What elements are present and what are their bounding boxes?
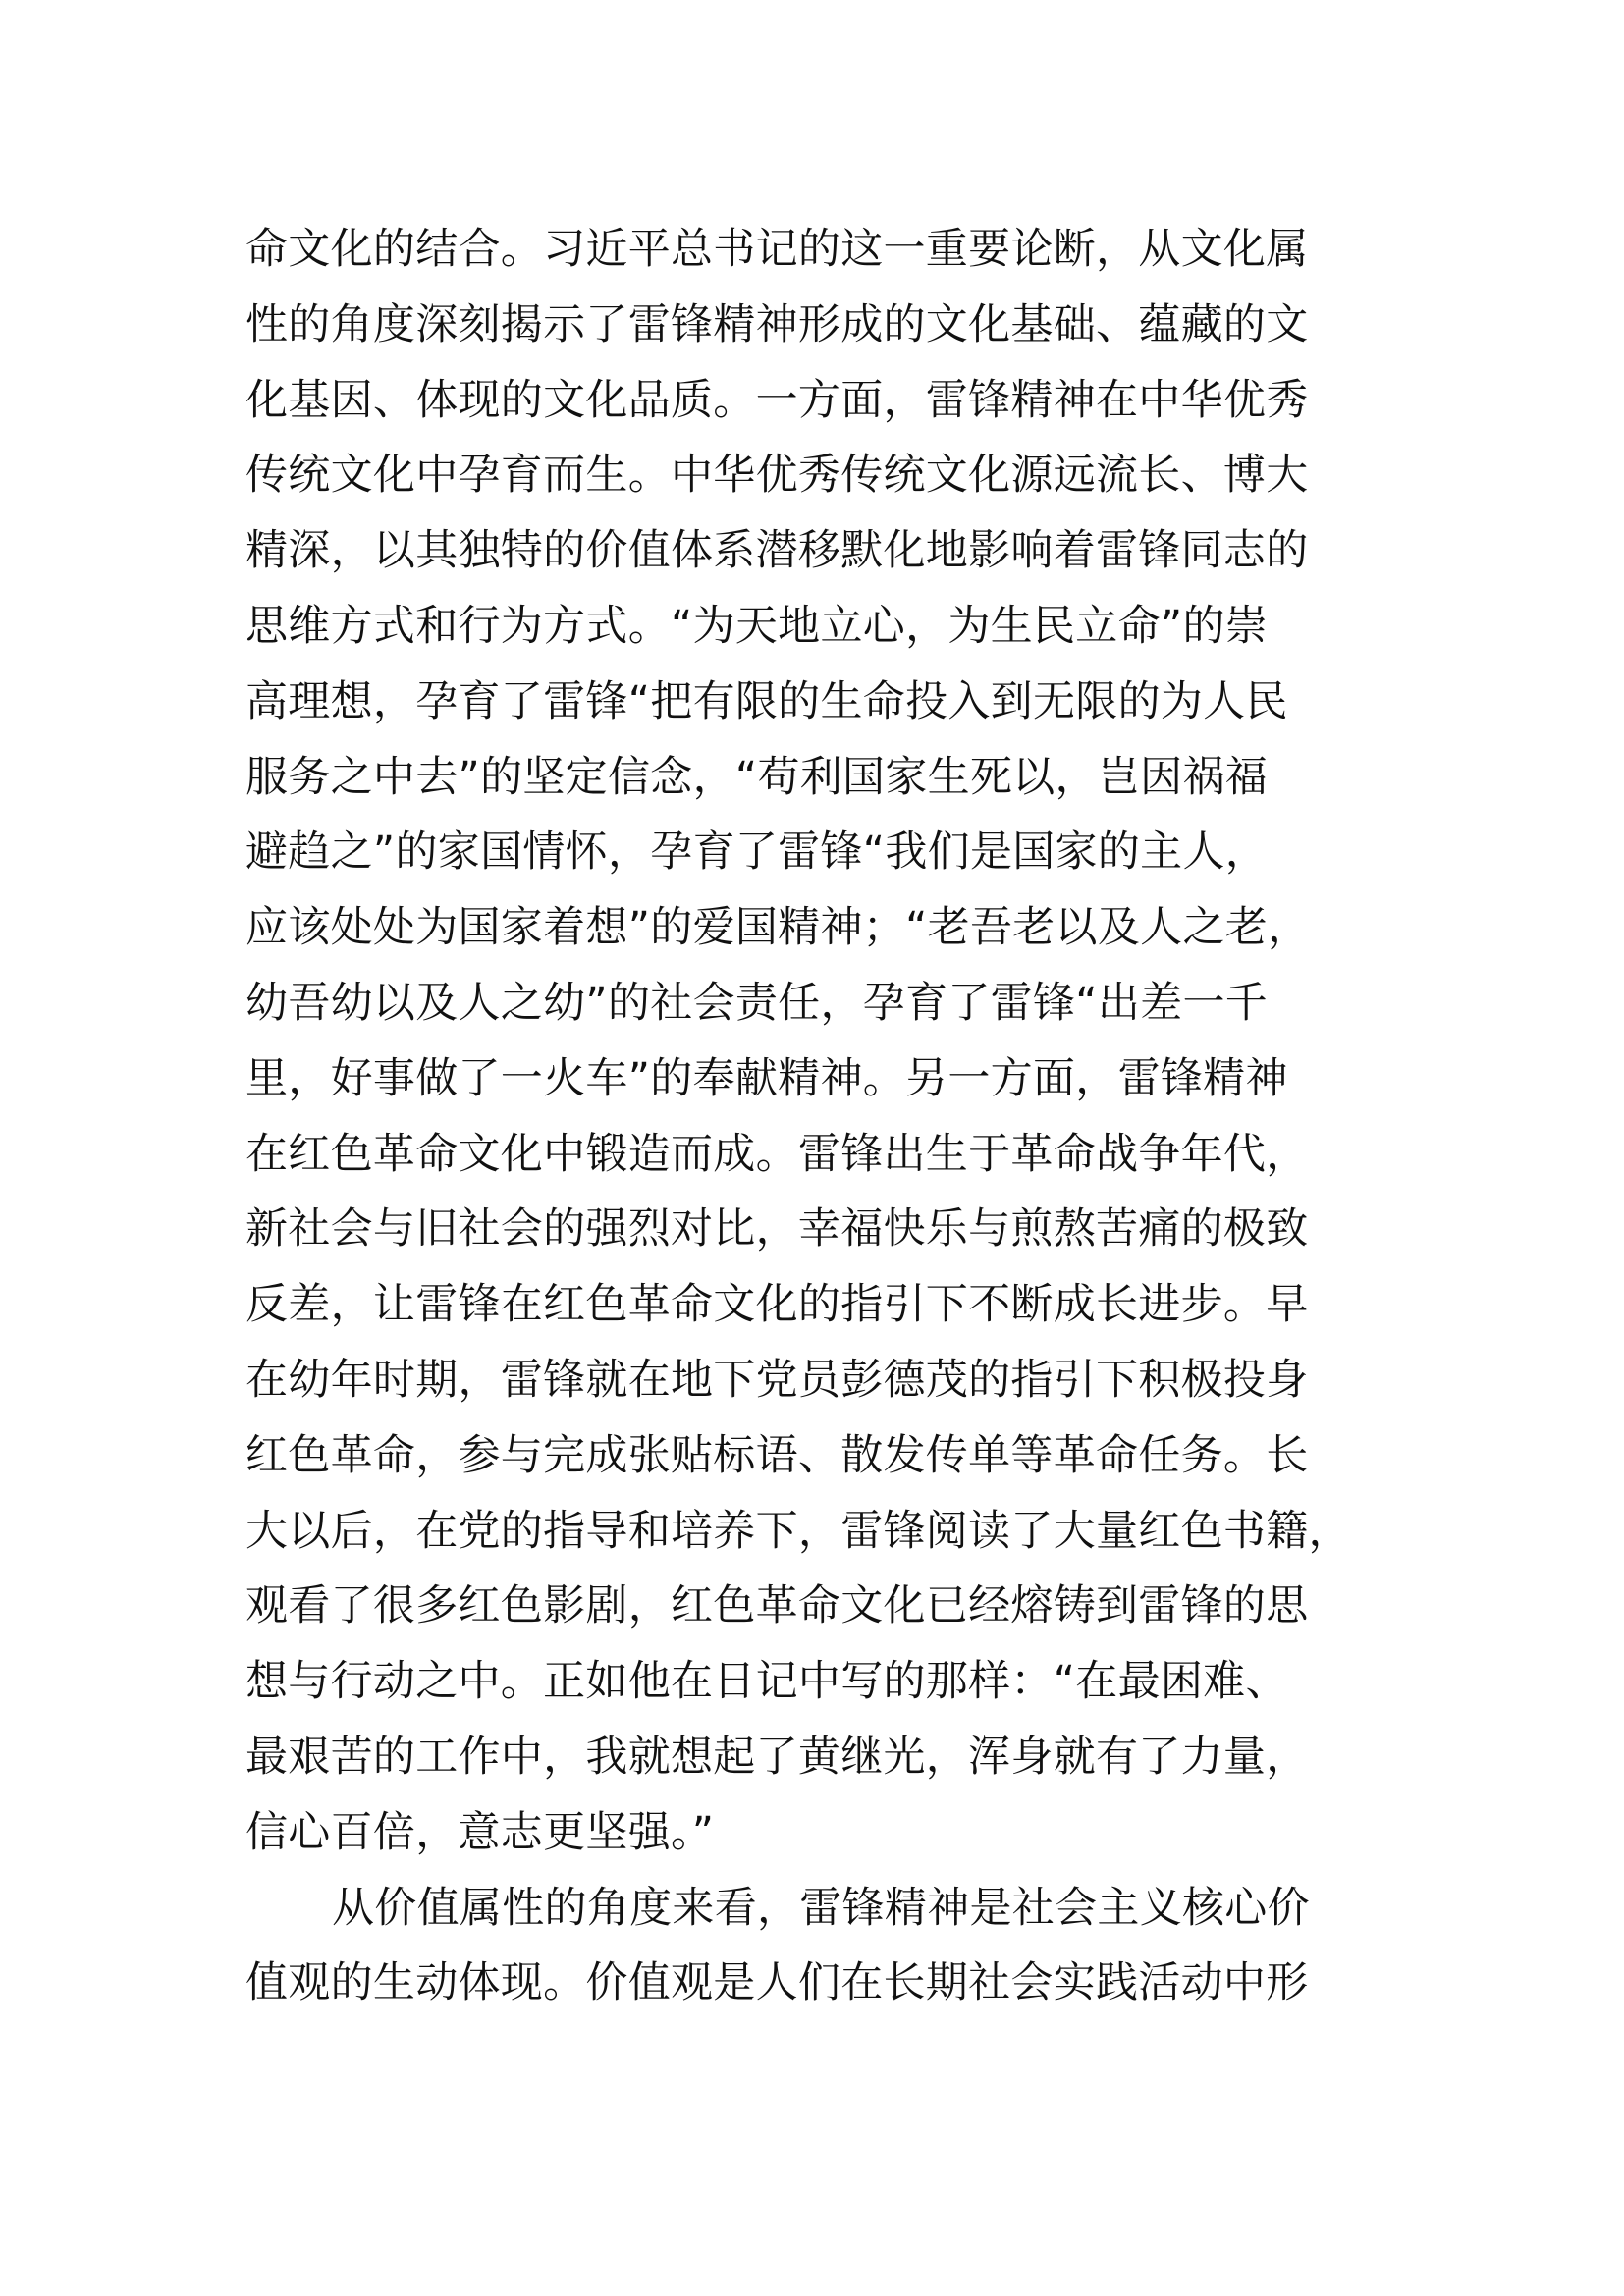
- text-line-20: 想与行动之中。正如他在日记中写的那样：“在最困难、: [245, 1657, 1288, 1707]
- text-line-15: 反差，让雷锋在红色革命文化的指引下不断成长进步。早: [245, 1280, 1309, 1330]
- text-line-22: 信心百倍，意志更坚强。”: [245, 1807, 715, 1857]
- body-text: [245, 212, 1355, 2021]
- text-line-14: 新社会与旧社会的强烈对比，幸福快乐与煎熬苦痛的极致: [245, 1204, 1309, 1255]
- text-line-5: 精深，以其独特的价值体系潜移默化地影响着雷锋同志的: [245, 526, 1309, 576]
- text-line-8: 服务之中去”的坚定信念，“苟利国家生死以，岂因祸福: [245, 752, 1269, 802]
- text-line-16: 在幼年时期，雷锋就在地下党员彭德茂的指引下积极投身: [245, 1355, 1309, 1405]
- text-line-1: 命文化的结合。习近平总书记的这一重要论断，从文化属: [245, 225, 1309, 274]
- text-line-13: 在红色革命文化中锻造而成。雷锋出生于革命战争年代，: [245, 1129, 1309, 1179]
- text-line-6: 思维方式和行为方式。“为天地立心，为生民立命”的崇: [245, 601, 1269, 651]
- text-line-24: 值观的生动体现。价值观是人们在长期社会实践活动中形: [245, 1958, 1309, 2008]
- text-line-21: 最艰苦的工作中，我就想起了黄继光，浑身就有了力量，: [245, 1732, 1309, 1782]
- text-line-7: 高理想，孕育了雷锋“把有限的生命投入到无限的为人民: [245, 676, 1288, 726]
- text-line-4: 传统文化中孕育而生。中华优秀传统文化源远流长、博大: [245, 451, 1309, 501]
- text-line-17: 红色革命，参与完成张贴标语、散发传单等革命任务。长: [245, 1430, 1309, 1480]
- text-line-23: 从价值属性的角度来看，雷锋精神是社会主义核心价: [332, 1883, 1310, 1933]
- text-line-18: 大以后，在党的指导和培养下，雷锋阅读了大量红色书籍，: [245, 1506, 1351, 1556]
- text-line-10: 应该处处为国家着想”的爱国精神；“老吾老以及人之老，: [245, 903, 1311, 953]
- text-line-2: 性的角度深刻揭示了雷锋精神形成的文化基础、蕴藏的文: [245, 299, 1309, 349]
- text-line-3: 化基因、体现的文化品质。一方面，雷锋精神在中华优秀: [245, 375, 1309, 425]
- text-line-9: 避趋之”的家国情怀，孕育了雷锋“我们是国家的主人，: [245, 828, 1269, 878]
- text-line-12: 里，好事做了一火车”的奉献精神。另一方面，雷锋精神: [245, 1053, 1288, 1103]
- text-line-11: 幼吾幼以及人之幼”的社会责任，孕育了雷锋“出差一千: [245, 978, 1269, 1028]
- text-line-19: 观看了很多红色影剧，红色革命文化已经熔铸到雷锋的思: [245, 1581, 1309, 1631]
